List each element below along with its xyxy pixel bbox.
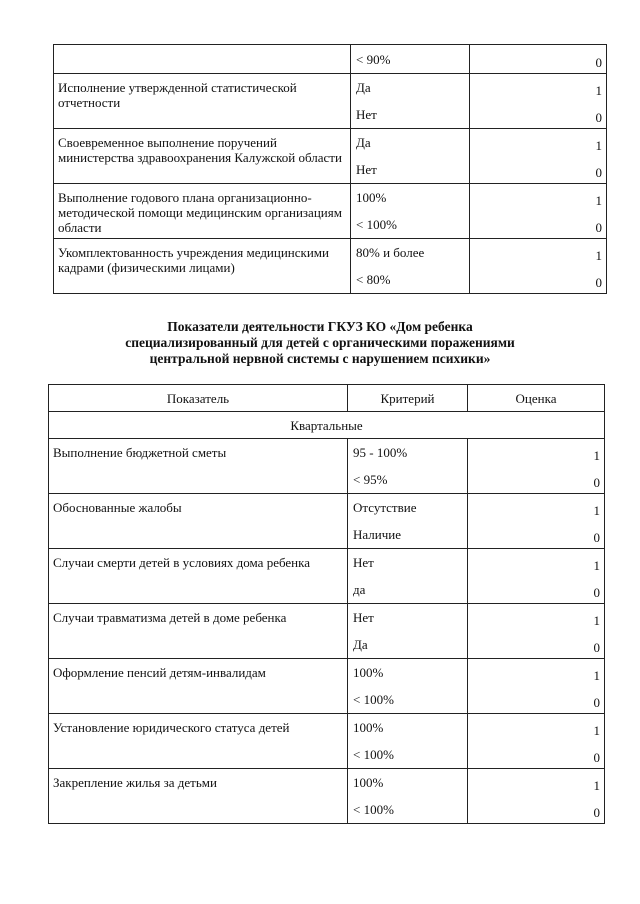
score-cell (468, 549, 605, 604)
score-value: 0 (595, 220, 602, 235)
criterion-value: Отсутствие (353, 500, 417, 515)
table-row (54, 239, 607, 294)
criterion-value: Да (356, 135, 371, 150)
score-value: 0 (593, 530, 600, 545)
section-label-quarterly: Квартальные (49, 412, 605, 439)
score-cell (468, 659, 605, 714)
indicator-cell: Выполнение годового плана организационно-методической помощи медицинским организациям области (54, 184, 351, 239)
criterion-value: 100% (353, 720, 384, 735)
score-cell (470, 45, 607, 74)
indicator-cell: Исполнение утвержденной статистической отчетности (54, 74, 351, 129)
table-row (54, 45, 607, 74)
score-value: 0 (593, 695, 600, 710)
score-value: 0 (593, 585, 600, 600)
section-title-line-1: Показатели деятельности ГКУЗ КО «Дом ребенка (167, 319, 473, 334)
criterion-value: < 90% (356, 51, 391, 67)
indicator-cell: Закрепление жилья за детьми (49, 769, 348, 824)
score-cell (470, 184, 607, 239)
score-value: 1 (593, 448, 600, 463)
indicator-cell: Своевременное выполнение поручений министерства здравоохранения Калужской области (54, 129, 351, 184)
score-value: 0 (593, 475, 600, 490)
criterion-value: 100% (353, 665, 384, 680)
criterion-value: < 80% (356, 272, 391, 287)
criterion-cell (351, 239, 470, 294)
table-row (54, 74, 607, 129)
orphanage-indicator-table (48, 384, 605, 824)
indicator-cell (54, 45, 351, 74)
score-value: 1 (593, 613, 600, 628)
indicator-cell: Обоснованные жалобы (49, 494, 348, 549)
criterion-cell (348, 769, 468, 824)
criterion-value: Да (353, 637, 368, 652)
score-cell (470, 129, 607, 184)
score-value: 1 (593, 723, 600, 738)
score-value: 0 (595, 165, 602, 180)
orphanage-table-body (49, 385, 605, 824)
score-value: 0 (593, 805, 600, 820)
criterion-value: Наличие (353, 527, 401, 542)
score-value: 1 (595, 248, 602, 263)
table-row (54, 184, 607, 239)
score-value: 1 (595, 193, 602, 208)
criterion-cell (348, 549, 468, 604)
criterion-value: < 100% (353, 802, 394, 817)
table-row (49, 604, 605, 659)
score-cell (468, 714, 605, 769)
criterion-value: 100% (353, 775, 384, 790)
section-title-line-3: центральной нервной системы с нарушением психики» (149, 351, 491, 366)
score-cell (470, 239, 607, 294)
table-row (49, 549, 605, 604)
criterion-value: Нет (353, 555, 374, 570)
criterion-cell (348, 494, 468, 549)
criterion-value: Нет (356, 162, 377, 177)
score-value: 1 (593, 668, 600, 683)
table-row (54, 129, 607, 184)
indicator-cell: Случаи травматизма детей в доме ребенка (49, 604, 348, 659)
criterion-cell (351, 45, 470, 74)
score-cell (468, 604, 605, 659)
score-value: 0 (595, 275, 602, 290)
score-cell (468, 439, 605, 494)
score-value: 0 (595, 110, 602, 125)
indicator-cell: Оформление пенсий детям-инвалидам (49, 659, 348, 714)
score-cell (468, 769, 605, 824)
criterion-cell (351, 129, 470, 184)
score-value: 0 (593, 750, 600, 765)
indicator-cell: Укомплектованность учреждения медицинскими кадрами (физическими лицами) (54, 239, 351, 294)
continued-indicator-table (53, 44, 607, 294)
criterion-value: 80% и более (356, 245, 425, 260)
section-title (0, 319, 640, 367)
score-value: 0 (593, 640, 600, 655)
criterion-cell (348, 604, 468, 659)
header-indicator: Показатель (49, 385, 348, 412)
criterion-cell (348, 439, 468, 494)
criterion-cell (351, 184, 470, 239)
section-row (49, 412, 605, 439)
score-value: 1 (595, 83, 602, 98)
criterion-value: Да (356, 80, 371, 95)
criterion-cell (348, 659, 468, 714)
table-row (49, 439, 605, 494)
criterion-cell (351, 74, 470, 129)
indicator-cell: Выполнение бюджетной сметы (49, 439, 348, 494)
criterion-value: Нет (353, 610, 374, 625)
criterion-value: < 100% (353, 692, 394, 707)
criterion-value: 95 - 100% (353, 445, 408, 460)
criterion-value: Нет (356, 107, 377, 122)
table-header-row (49, 385, 605, 412)
section-title-line-2: специализированный для детей с органическими поражениями (125, 335, 515, 350)
criterion-value: < 95% (353, 472, 388, 487)
score-cell (468, 494, 605, 549)
criterion-value: да (353, 582, 366, 597)
score-value: 0 (595, 55, 602, 70)
score-value: 1 (593, 778, 600, 793)
indicator-cell: Установление юридического статуса детей (49, 714, 348, 769)
table-row (49, 714, 605, 769)
continued-table-body (54, 45, 607, 294)
criterion-cell (348, 714, 468, 769)
header-criterion: Критерий (348, 385, 468, 412)
score-value: 1 (593, 503, 600, 518)
table-row (49, 659, 605, 714)
score-value: 1 (595, 138, 602, 153)
criterion-value: < 100% (353, 747, 394, 762)
header-score: Оценка (468, 385, 605, 412)
criterion-value: 100% (356, 190, 387, 205)
criterion-value: < 100% (356, 217, 397, 232)
table-row (49, 494, 605, 549)
score-cell (470, 74, 607, 129)
table-row (49, 769, 605, 824)
score-value: 1 (593, 558, 600, 573)
indicator-cell: Случаи смерти детей в условиях дома ребенка (49, 549, 348, 604)
